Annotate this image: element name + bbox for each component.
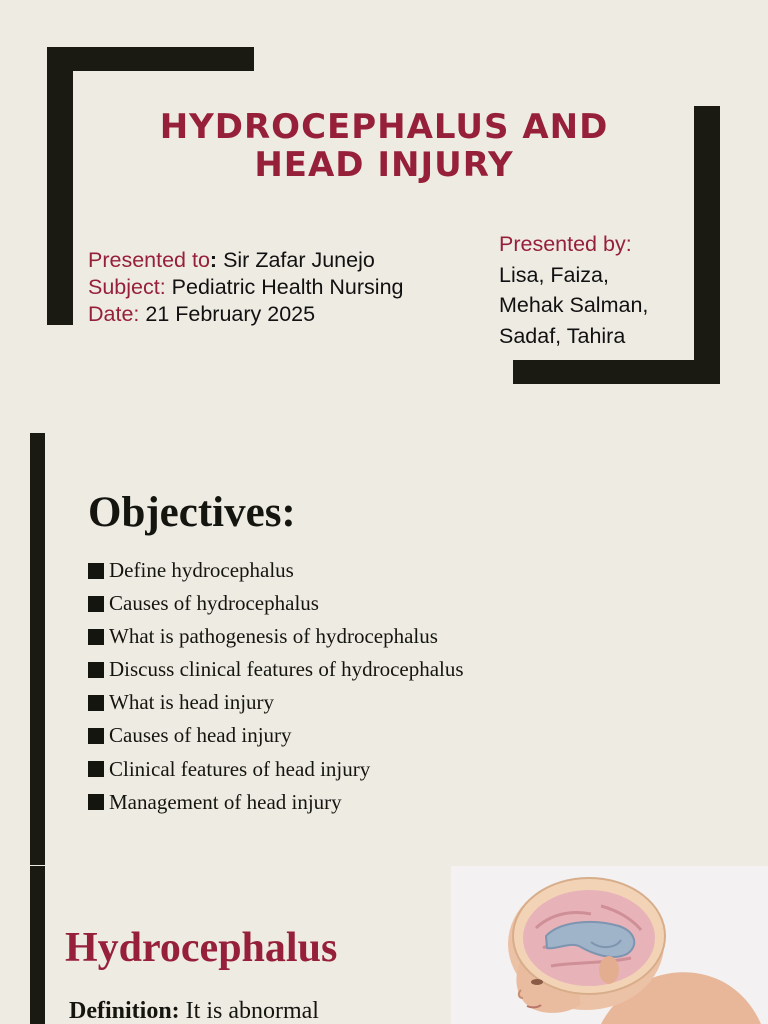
objectives-list xyxy=(88,554,464,819)
objective-item xyxy=(88,753,464,786)
presented-by-block xyxy=(499,229,648,351)
objectives-heading: Objectives: xyxy=(88,489,296,536)
objective-text: What is head injury xyxy=(109,690,275,715)
square-bullet-icon xyxy=(88,794,104,810)
objective-item xyxy=(88,686,464,719)
frame-bar-top-left-horizontal xyxy=(47,47,254,71)
presentation-info xyxy=(88,247,404,328)
left-accent-bar xyxy=(30,433,45,865)
objective-text: What is pathogenesis of hydrocephalus xyxy=(109,624,438,649)
objective-item xyxy=(88,719,464,752)
frame-bar-top-left-vertical xyxy=(47,47,73,325)
square-bullet-icon xyxy=(88,596,104,612)
objective-text: Clinical features of head injury xyxy=(109,756,371,781)
objective-text: Causes of hydrocephalus xyxy=(109,591,319,616)
objective-item xyxy=(88,620,464,653)
presenter-line: Sadaf, Tahira xyxy=(499,323,626,348)
square-bullet-icon xyxy=(88,761,104,777)
square-bullet-icon xyxy=(88,662,104,678)
title-line-2: HEAD INJURY xyxy=(254,145,514,185)
left-accent-bar xyxy=(30,866,45,1024)
title-slide xyxy=(0,0,768,433)
definition-body: It is abnormal xyxy=(179,998,319,1024)
date-label: Date: xyxy=(88,302,140,326)
square-bullet-icon xyxy=(88,563,104,579)
square-bullet-icon xyxy=(88,728,104,744)
presented-to-label: Presented to xyxy=(88,248,210,272)
presenter-line: Lisa, Faiza, xyxy=(499,262,609,287)
title-line-1: HYDROCEPHALUS AND xyxy=(159,107,609,147)
frame-bar-bottom-right-horizontal xyxy=(513,360,720,384)
objective-item xyxy=(88,554,464,587)
date-value: 21 February 2025 xyxy=(139,302,316,326)
subject-row xyxy=(88,274,404,301)
objective-text: Causes of head injury xyxy=(109,723,292,748)
presented-to-colon: : xyxy=(209,248,218,272)
presented-by-label: Presented by: xyxy=(499,232,632,256)
objective-item xyxy=(88,786,464,819)
subject-value: Pediatric Health Nursing xyxy=(165,275,404,299)
presented-to-row xyxy=(88,247,404,274)
objectives-slide xyxy=(0,433,768,866)
hydrocephalus-slide xyxy=(0,866,768,1024)
definition-label: Definition: xyxy=(69,998,180,1024)
objective-text: Define hydrocephalus xyxy=(109,558,294,582)
hydrocephalus-heading: Hydrocephalus xyxy=(65,925,338,971)
subject-label: Subject: xyxy=(88,275,166,299)
definition-text xyxy=(69,998,319,1024)
presenter-line: Mehak Salman, xyxy=(499,293,649,317)
date-row xyxy=(88,301,404,328)
square-bullet-icon xyxy=(88,629,104,645)
objective-item xyxy=(88,587,464,620)
presentation-title xyxy=(90,108,678,184)
objective-text: Management of head injury xyxy=(109,789,342,814)
frame-bar-bottom-right-vertical xyxy=(694,106,720,384)
objective-item xyxy=(88,653,464,686)
square-bullet-icon xyxy=(88,695,104,711)
infant-brain-illustration xyxy=(451,866,768,1024)
objective-text: Discuss clinical features of hydrocephalus xyxy=(109,657,464,682)
presented-to-value: Sir Zafar Junejo xyxy=(217,248,375,272)
